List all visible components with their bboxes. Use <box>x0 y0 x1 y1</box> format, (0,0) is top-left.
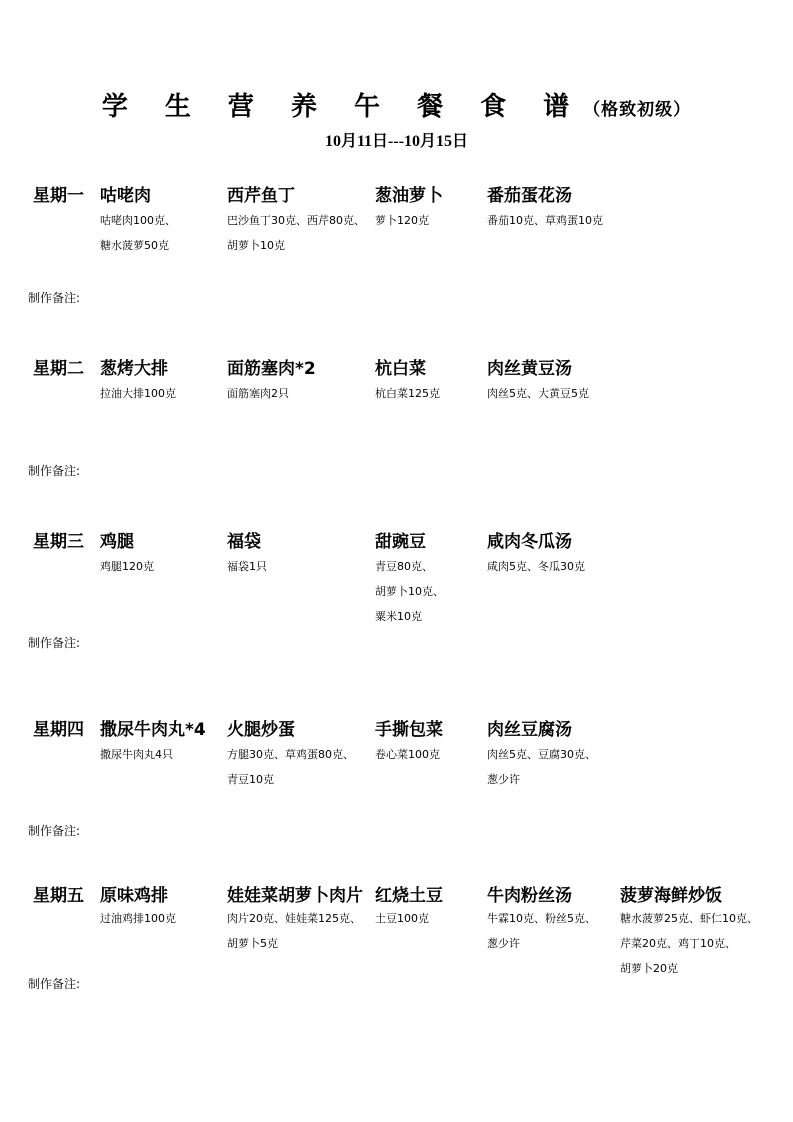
ingredient-line: 胡萝卜10克 <box>227 239 285 252</box>
dish-name: 鸡腿 <box>100 532 134 552</box>
dish-name: 葱油萝卜 <box>375 186 443 206</box>
day-label: 星期一 <box>33 186 84 206</box>
dish-name: 原味鸡排 <box>100 886 168 906</box>
ingredient-line: 巴沙鱼丁30克、西芹80克、 <box>227 214 365 227</box>
remark-label: 制作备注: <box>28 977 81 991</box>
dish-name: 面筋塞肉*2 <box>227 359 316 379</box>
dish-name: 娃娃菜胡萝卜肉片 <box>227 886 363 906</box>
remark-label: 制作备注: <box>28 636 81 650</box>
ingredient-line: 胡萝卜5克 <box>227 937 278 950</box>
dish-name: 牛肉粉丝汤 <box>487 886 572 906</box>
menu-title <box>0 86 793 123</box>
dish-name: 咕咾肉 <box>100 186 151 206</box>
dish-name: 菠萝海鲜炒饭 <box>620 886 722 906</box>
dish-ingredients <box>487 554 585 579</box>
dish-ingredients <box>375 208 429 233</box>
dish-name: 西芹鱼丁 <box>227 186 295 206</box>
ingredient-line: 卷心菜100克 <box>375 748 440 761</box>
dish-ingredients <box>375 906 429 931</box>
menu-title-school: （格致初级） <box>583 100 692 120</box>
ingredient-line: 咕咾肉100克、 <box>100 214 176 227</box>
remark-label: 制作备注: <box>28 824 81 838</box>
ingredient-line: 番茄10克、草鸡蛋10克 <box>487 214 603 227</box>
ingredient-line: 杭白菜125克 <box>375 387 440 400</box>
dish-name: 火腿炒蛋 <box>227 720 295 740</box>
dish-ingredients <box>487 742 596 792</box>
day-label: 星期五 <box>33 886 84 906</box>
ingredient-line: 胡萝卜10克、 <box>375 585 444 598</box>
day-label: 星期四 <box>33 720 84 740</box>
ingredient-line: 芹菜20克、鸡丁10克、 <box>620 937 736 950</box>
day-label: 星期三 <box>33 532 84 552</box>
date-range: 10月11日---10月15日 <box>324 133 469 150</box>
dish-ingredients <box>487 208 603 233</box>
dish-ingredients <box>227 381 289 406</box>
remark-label: 制作备注: <box>28 464 81 478</box>
dish-name: 红烧土豆 <box>375 886 443 906</box>
dish-ingredients <box>375 381 440 406</box>
dish-name: 手撕包菜 <box>375 720 443 740</box>
ingredient-line: 粟米10克 <box>375 610 422 623</box>
dish-ingredients <box>100 742 173 767</box>
dish-ingredients <box>100 906 176 931</box>
ingredient-line: 牛霖10克、粉丝5克、 <box>487 912 596 925</box>
ingredient-line: 撒尿牛肉丸4只 <box>100 748 173 761</box>
dish-ingredients <box>487 381 589 406</box>
menu-title-main: 学 生 营 养 午 餐 食 谱 <box>101 92 584 122</box>
dish-ingredients <box>100 381 176 406</box>
ingredient-line: 肉丝5克、大黄豆5克 <box>487 387 589 400</box>
ingredient-line: 肉片20克、娃娃菜125克、 <box>227 912 361 925</box>
ingredient-line: 咸肉5克、冬瓜30克 <box>487 560 585 573</box>
dish-name: 肉丝黄豆汤 <box>487 359 572 379</box>
ingredient-line: 糖水菠萝25克、虾仁10克、 <box>620 912 758 925</box>
dish-name: 福袋 <box>227 532 261 552</box>
ingredient-line: 方腿30克、草鸡蛋80克、 <box>227 748 354 761</box>
dish-ingredients <box>227 554 267 579</box>
ingredient-line: 萝卜120克 <box>375 214 429 227</box>
dish-name: 杭白菜 <box>375 359 426 379</box>
ingredient-line: 青豆80克、 <box>375 560 433 573</box>
dish-ingredients <box>100 208 176 258</box>
dish-name: 肉丝豆腐汤 <box>487 720 572 740</box>
ingredient-line: 面筋塞肉2只 <box>227 387 289 400</box>
dish-name: 撒尿牛肉丸*4 <box>100 720 206 740</box>
ingredient-line: 土豆100克 <box>375 912 429 925</box>
dish-name: 甜豌豆 <box>375 532 426 552</box>
dish-ingredients <box>620 906 758 981</box>
ingredient-line: 青豆10克 <box>227 773 274 786</box>
ingredient-line: 糖水菠萝50克 <box>100 239 169 252</box>
dish-ingredients <box>100 554 154 579</box>
dish-ingredients <box>227 742 354 792</box>
ingredient-line: 胡萝卜20克 <box>620 962 678 975</box>
remark-label: 制作备注: <box>28 291 81 305</box>
day-label: 星期二 <box>33 359 84 379</box>
ingredient-line: 葱少许 <box>487 773 520 786</box>
ingredient-line: 鸡腿120克 <box>100 560 154 573</box>
dish-ingredients <box>227 208 365 258</box>
ingredient-line: 过油鸡排100克 <box>100 912 176 925</box>
dish-ingredients <box>375 554 444 629</box>
dish-ingredients <box>487 906 596 956</box>
dish-name: 番茄蛋花汤 <box>487 186 572 206</box>
ingredient-line: 福袋1只 <box>227 560 267 573</box>
dish-name: 咸肉冬瓜汤 <box>487 532 572 552</box>
ingredient-line: 肉丝5克、豆腐30克、 <box>487 748 596 761</box>
dish-ingredients <box>227 906 361 956</box>
dish-ingredients <box>375 742 440 767</box>
ingredient-line: 拉油大排100克 <box>100 387 176 400</box>
dish-name: 葱烤大排 <box>100 359 168 379</box>
ingredient-line: 葱少许 <box>487 937 520 950</box>
